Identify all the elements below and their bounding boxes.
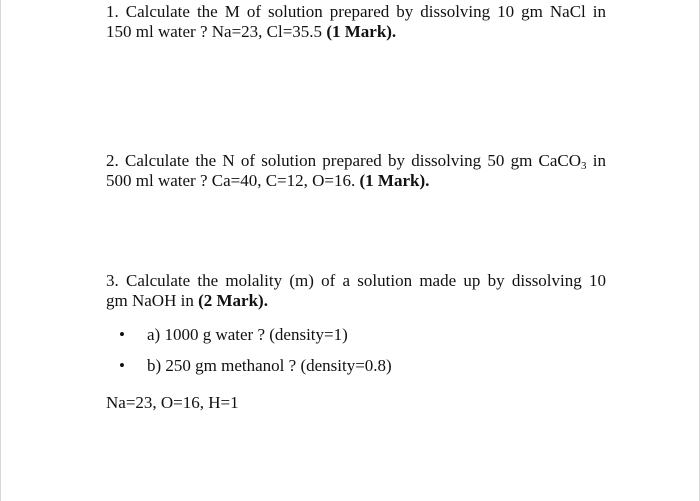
question-3-line-2 [106,291,606,311]
atomic-masses-note: Na=23, O=16, H=1 [106,393,239,412]
question-2-subscript: 3 [581,160,587,172]
question-2-line-1 [106,151,606,171]
question-3-options [106,325,392,387]
question-3-line-1: 3. Calculate the molality (m) of a solution made up by dissolving 10 [106,271,606,290]
option-b-text: b) 250 gm methanol ? (density=0.8) [147,356,392,375]
list-item [106,325,392,345]
question-1-marks: (1 Mark). [326,22,397,41]
question-2-text-pre: 2. Calculate the N of solution prepared by dissolving 50 gm CaCO [106,151,582,170]
question-1-line-2 [106,22,606,42]
question-3-marks: (2 Mark). [198,291,268,310]
question-2-line-2 [106,171,606,191]
option-a-text: a) 1000 g water ? (density=1) [147,325,348,344]
question-1-line-1: 1. Calculate the M of solution prepared by dissolving 10 gm NaCl in [106,2,606,21]
question-2-text: 500 ml water ? Ca=40, C=12, O=16. [106,171,360,190]
question-1-text: 150 ml water ? Na=23, Cl=35.5 [106,22,327,41]
question-1 [106,2,606,42]
question-3-text: gm NaOH in [106,291,199,310]
question-2-text-post: in [586,151,606,170]
question-2 [106,151,606,191]
bullet-icon: • [119,356,125,375]
bullet-icon: • [119,325,125,344]
question-2-marks: (1 Mark). [359,171,430,190]
list-item [106,356,392,376]
question-3 [106,271,606,311]
